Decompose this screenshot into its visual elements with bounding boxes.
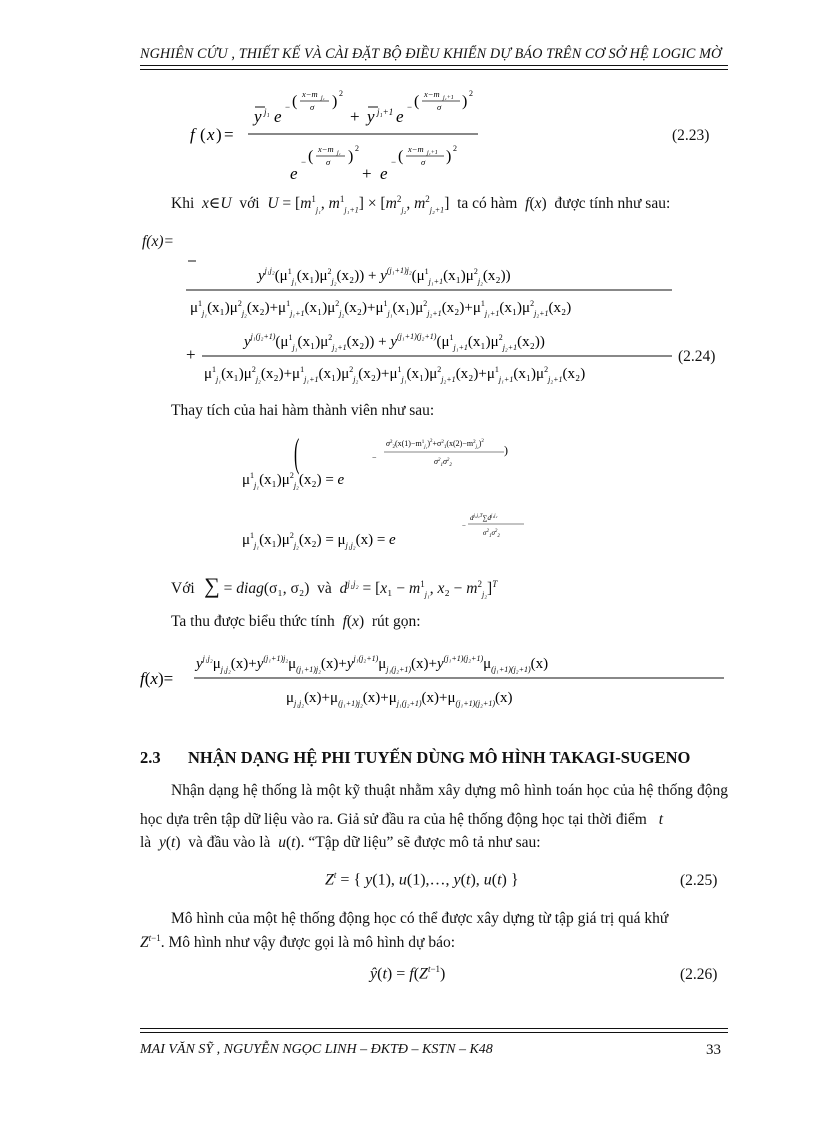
khi-with: với xyxy=(239,195,260,213)
svg-text:x−m: x−m xyxy=(408,144,424,154)
fx-label: f(x)= xyxy=(142,233,174,250)
svg-text:+: + xyxy=(186,345,196,364)
svg-text:(: ( xyxy=(200,125,206,144)
svg-text:): ) xyxy=(462,93,468,110)
svg-text:2: 2 xyxy=(453,144,457,153)
equation-2-23 xyxy=(190,84,590,192)
svg-text:f(x)=: f(x)= xyxy=(140,669,174,688)
svg-text:μ1j₁(x₁)μ2j₂(x₂)+μ1j₁+1(x₁)μ2j: $\mu^1_{j_1}(x_1)\mu^2_{j_2}(x_2)+\mu^1_{j_1+1}(x_1)\mu^2_{j_2}(x_2)+\mu^1_{j_1}(x_1)\mu^2_{j_2+1}(x_2)+\mu^1_{j_1+1}(x_1)\mu^2_{j_2+1}(x_2)$ xyxy=(190,299,572,318)
svg-text:): ) xyxy=(216,125,222,144)
svg-text:): ) xyxy=(504,443,508,457)
svg-text:): ) xyxy=(332,93,338,110)
khi-prefix: Khi xyxy=(171,195,195,213)
paragraph-identification-line3: là y(t) và đầu vào là u(t). “Tập dữ liệu” sẽ được mô tả như sau: xyxy=(140,834,541,851)
running-header: NGHIÊN CỨU , THIẾT KẾ VÀ CÀI ĐẶT BỘ ĐIỀU KHIỂN DỰ BÁO TRÊN CƠ SỞ HỆ LOGIC MỜ xyxy=(140,46,722,62)
svg-text:x: x xyxy=(207,125,215,144)
svg-text:e: e xyxy=(290,164,298,183)
svg-text:e: e xyxy=(274,107,282,126)
equation-2-25: $Z^t$ = { y(1), u(1),…, y(t), u(t) } xyxy=(325,870,519,889)
svg-text:−: − xyxy=(462,522,466,530)
svg-text:j₁+1: j₁+1 xyxy=(443,95,454,101)
equation-number-2-23: (2.23) xyxy=(672,127,710,144)
section-title: NHẬN DẠNG HỆ PHI TUYẾN DÙNG MÔ HÌNH TAKAGI-SUGENO xyxy=(188,748,691,767)
header-rule xyxy=(140,65,728,66)
svg-text:μ1j₁(x₁)μ2j₂(x₂)+μ1j₁+1(x₁)μ2j: $\mu^1_{j_1}(x_1)\mu^2_{j_2}(x_2)+\mu^1_{j_1+1}(x_1)\mu^2_{j_2}(x_2)+\mu^1_{j_1}(x_1)\mu^2_{j_2+1}(x_2)+\mu^1_{j_1+1}(x_1)\mu^2_{j_2+1}(x_2)$ xyxy=(204,365,586,384)
svg-text:y: y xyxy=(254,107,262,126)
svg-text:2: 2 xyxy=(469,89,473,98)
svg-text:j₁: j₁ xyxy=(337,150,341,156)
svg-text:(: ( xyxy=(308,148,314,165)
svg-text:2: 2 xyxy=(355,144,359,153)
svg-text:=: = xyxy=(224,125,234,144)
svg-text:yj₁j₂(μ1j₁(x₁)μ2j₂(x₂)) + y(j₁: $y^{j_1j_2}(\mu^1_{j_1}(x_1)\mu^2_{j_2}(x_2)) + y^{(j_1+1)j_2}(\mu^1_{j_1+1}(x_1)\mu^2_{j_2}(x_2))$ xyxy=(258,266,511,286)
svg-text:−: − xyxy=(285,102,291,112)
svg-text:μ1j₁(x₁)μ2j₂(x₂) = e: $\mu^1_{j_1}(x_1)\mu^2_{j_2}(x_2) = e$ xyxy=(242,471,345,490)
equation-number-2-25: (2.25) xyxy=(680,872,718,889)
svg-text:σ22(x(1)−m1j₁)2+σ21(x(2)−m2j₂): $\sigma^2_2(x(1)-m^1_{j_1})^2+\sigma^2_1(x(2)-m^2_{j_2})^2$ xyxy=(386,439,484,450)
svg-text:+: + xyxy=(350,107,360,126)
footer-rule xyxy=(140,1032,728,1033)
ta-thu-line: Ta thu được biểu thức tính f(x) rút gọn: xyxy=(171,613,421,630)
paragraph-model-line2: $Z^{t-1}$. Mô hình như vậy được gọi là mô hình dự báo: xyxy=(140,933,456,952)
svg-text:e: e xyxy=(380,164,388,183)
svg-text:σ: σ xyxy=(421,157,426,167)
svg-text:e: e xyxy=(396,107,404,126)
svg-text:μj₁j₂(x)+μ(j₁+1)j₂(x)+μj₁(j₂+1: $\mu_{j_1j_2}(x)+\mu_{(j_1+1)j_2}(x)+\mu_{j_1(j_2+1)}(x)+\mu_{(j_1+1)(j_2+1)}(x)$ xyxy=(286,690,513,708)
svg-text:): ) xyxy=(348,148,354,165)
svg-text:y: y xyxy=(367,107,375,126)
voi-line: Với ∑ = diag(σ₁, σ₂) và $d^{j_1j_2} = [x_1 - m^1_{j_1}$, $x_2 - m^2_{j_2}]^T$ xyxy=(171,573,498,600)
svg-text:σ: σ xyxy=(326,157,331,167)
svg-text:(: ( xyxy=(398,148,404,165)
svg-text:−: − xyxy=(391,157,397,167)
svg-text:σ21σ22: $\sigma^2_1\sigma^2_2$ xyxy=(483,529,500,539)
svg-text:j₁+1: j₁+1 xyxy=(427,150,438,156)
svg-text:−: − xyxy=(407,102,413,112)
paragraph-model: Mô hình của một hệ thống động học có thể được xây dựng từ tập giá trị quá khứ xyxy=(171,910,669,927)
footer-rule-thin xyxy=(140,1028,728,1029)
svg-text:x−m: x−m xyxy=(318,144,334,154)
va-label: và xyxy=(317,580,332,597)
equation-number-2-26: (2.26) xyxy=(680,966,718,983)
svg-text:−: − xyxy=(372,453,377,462)
svg-text:−: − xyxy=(301,157,307,167)
header-rule-thin xyxy=(140,69,728,70)
khi-end: được tính như sau: xyxy=(554,195,671,213)
footer-authors: MAI VĂN SỸ , NGUYỄN NGỌC LINH – ĐKTĐ – KSTN – K48 xyxy=(140,1042,493,1057)
svg-text:(: ( xyxy=(294,432,300,476)
svg-text:j₁+1: j₁+1 xyxy=(377,107,394,117)
section-number: 2.3 xyxy=(140,748,161,767)
membership-product-equation xyxy=(238,432,528,500)
khi-suffix: ta có hàm xyxy=(457,195,518,213)
section-heading xyxy=(140,748,690,768)
svg-text:x−m: x−m xyxy=(302,89,318,99)
page-number: 33 xyxy=(706,1042,721,1058)
svg-text:yj₁j₂μj₁j₂(x)+y(j₁+1)j₂μ(j₁+1): $y^{j_1j_2}\mu_{j_1j_2}(x)+y^{(j_1+1)j_2}\mu_{(j_1+1)j_2}(x)+y^{j_1(j_2+1)}\mu_{j_1(j_2+1)}(x)+y^{(j_1+1)(j_2+1)}\mu_{(j_1+1)(j_2+1)}(x)$ xyxy=(196,654,549,674)
reduced-formula xyxy=(140,646,726,712)
voi-label: Với xyxy=(171,580,195,597)
svg-text:σ21σ22: $\sigma^2_1\sigma^2_2$ xyxy=(434,457,452,468)
paragraph-identification: Nhận dạng hệ thống là một kỹ thuật nhằm xây dựng mô hình toán học của hệ thống động học dựa trên tập dữ liệu vào ra. Giả sử đầu ra của hệ thống động học tại thời điểm t xyxy=(140,782,728,828)
equation-number-2-24: (2.24) xyxy=(678,348,716,365)
svg-text:μ1j₁(x₁)μ2j₂(x₂) = μj₁j₂(x) =: $\mu^1_{j_1}(x_1)\mu^2_{j_2}(x_2) = \mu_{j_1j_2}(x) = e$ xyxy=(242,531,396,550)
thay-tich-text: Thay tích của hai hàm thành viên như sau: xyxy=(171,402,435,419)
svg-text:σ: σ xyxy=(310,102,315,112)
equation-2-26: ŷ(t) = $f(Z^{t-1})$ xyxy=(370,964,446,983)
membership-product-matrix-equation xyxy=(238,508,528,558)
svg-text:σ: σ xyxy=(437,102,442,112)
svg-text:f: f xyxy=(190,125,195,144)
khi-line: Khi x∈U với $U = [m^1_{j_1}$, $m^1_{j_1+1}] \times [m^2_{j_2}$, $m^2_{j_2+1}$] ta có hàm f(x) được tính như sau: xyxy=(171,194,671,215)
svg-text:j₁: j₁ xyxy=(264,107,270,117)
svg-text:j₁: j₁ xyxy=(321,95,325,101)
svg-text:(: ( xyxy=(292,93,298,110)
svg-text:yj₁(j₂+1)(μ1j₁(x₁)μ2j₂+1(x₂)): $y^{j_1(j_2+1)}(\mu^1_{j_1}(x_1)\mu^2_{j_2+1}(x_2)) + y^{(j_1+1)(j_2+1)}(\mu^1_{j_1+1}(x_1)\mu^2_{j_2+1}(x_2))$ xyxy=(244,332,545,352)
svg-text:2: 2 xyxy=(339,89,343,98)
svg-text:+: + xyxy=(362,164,372,183)
svg-text:): ) xyxy=(446,148,452,165)
equation-2-24 xyxy=(172,258,692,394)
svg-text:x−m: x−m xyxy=(424,89,440,99)
svg-text:(: ( xyxy=(414,93,420,110)
svg-text:dj₁j₂T∑dj₁j₂: $d^{j_1j_2T}\sum d^{j_1j_2}$ xyxy=(470,514,498,522)
